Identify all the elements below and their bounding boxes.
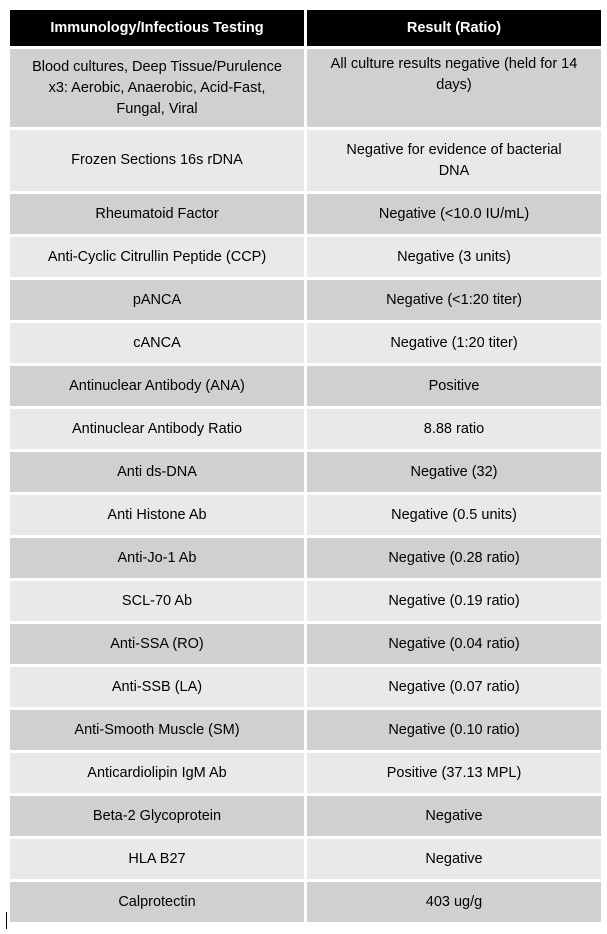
test-name-cell: Blood cultures, Deep Tissue/Purulence x3: Aerobic, Anaerobic, Acid-Fast, Fungal, Viral	[10, 49, 304, 127]
result-cell: Negative (0.19 ratio)	[307, 581, 601, 621]
result-cell: Negative (0.04 ratio)	[307, 624, 601, 664]
result-cell: Negative (0.07 ratio)	[307, 667, 601, 707]
result-cell: Negative (1:20 titer)	[307, 323, 601, 363]
test-name-cell: Anti Histone Ab	[10, 495, 304, 535]
test-name-cell: Beta-2 Glycoprotein	[10, 796, 304, 836]
result-cell: Negative (<10.0 IU/mL)	[307, 194, 601, 234]
result-cell: All culture results negative (held for 14 days)	[307, 49, 601, 127]
test-name-cell: Anti-SSB (LA)	[10, 667, 304, 707]
lab-results-table	[10, 10, 598, 922]
result-cell: Negative (0.28 ratio)	[307, 538, 601, 578]
result-cell: Negative (3 units)	[307, 237, 601, 277]
result-cell: Negative (0.10 ratio)	[307, 710, 601, 750]
test-name-cell: Antinuclear Antibody (ANA)	[10, 366, 304, 406]
test-name-cell: HLA B27	[10, 839, 304, 879]
result-cell: Positive	[307, 366, 601, 406]
test-name-cell: Antinuclear Antibody Ratio	[10, 409, 304, 449]
result-cell: Positive (37.13 MPL)	[307, 753, 601, 793]
result-cell: Negative (<1:20 titer)	[307, 280, 601, 320]
result-cell: 8.88 ratio	[307, 409, 601, 449]
test-name-cell: Anticardiolipin IgM Ab	[10, 753, 304, 793]
test-name-cell: Calprotectin	[10, 882, 304, 922]
test-name-cell: Anti-Cyclic Citrullin Peptide (CCP)	[10, 237, 304, 277]
test-name-cell: Rheumatoid Factor	[10, 194, 304, 234]
header-result-column: Result (Ratio)	[307, 10, 601, 46]
test-name-cell: Anti-Jo-1 Ab	[10, 538, 304, 578]
test-name-cell: pANCA	[10, 280, 304, 320]
test-name-cell: Frozen Sections 16s rDNA	[10, 130, 304, 191]
test-name-cell: Anti-Smooth Muscle (SM)	[10, 710, 304, 750]
test-name-cell: cANCA	[10, 323, 304, 363]
result-cell: Negative	[307, 839, 601, 879]
result-cell: Negative	[307, 796, 601, 836]
text-cursor	[6, 912, 7, 929]
test-name-cell: Anti-SSA (RO)	[10, 624, 304, 664]
test-name-cell: Anti ds-DNA	[10, 452, 304, 492]
header-test-column: Immunology/Infectious Testing	[10, 10, 304, 46]
test-name-cell: SCL-70 Ab	[10, 581, 304, 621]
result-cell: Negative (0.5 units)	[307, 495, 601, 535]
result-cell: 403 ug/g	[307, 882, 601, 922]
result-cell: Negative for evidence of bacterial DNA	[307, 130, 601, 191]
result-cell: Negative (32)	[307, 452, 601, 492]
